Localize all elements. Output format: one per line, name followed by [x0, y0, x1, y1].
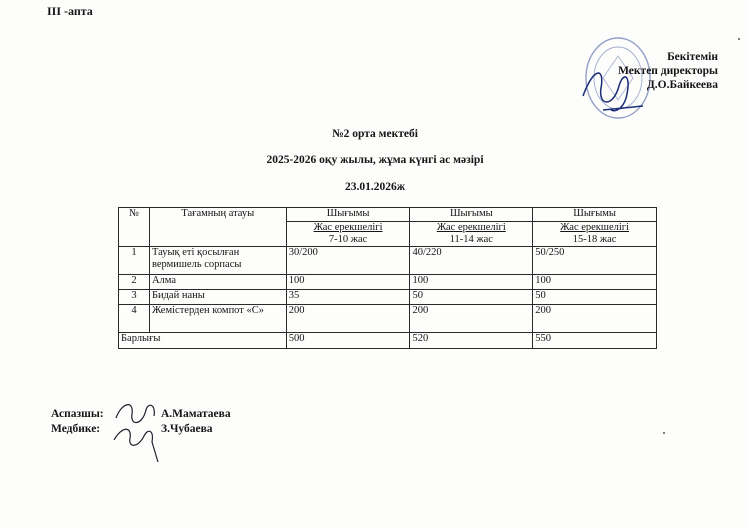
yield-value: 200 — [533, 305, 657, 333]
yield-value: 50 — [533, 290, 657, 305]
total-value: 550 — [533, 333, 657, 349]
yield-value: 200 — [286, 305, 410, 333]
table-header-row — [119, 208, 657, 222]
dish-name: Алма — [149, 275, 286, 290]
yield-value: 50/250 — [533, 247, 657, 275]
yield-value: 100 — [410, 275, 533, 290]
col-yield-header: Шығымы — [410, 208, 533, 222]
approval-block — [618, 50, 718, 92]
age-group-cell — [410, 222, 533, 247]
approval-line: Бекітемін — [667, 51, 718, 63]
table-row — [119, 275, 657, 290]
age-range: 7-10 жас — [328, 234, 368, 245]
school-name: №2 орта мектебі — [332, 128, 418, 140]
cook-label: Аспазшы: — [51, 408, 104, 420]
table-row — [119, 290, 657, 305]
total-value: 520 — [410, 333, 533, 349]
menu-table — [118, 207, 657, 349]
age-group-label: Жас ерекшелігі — [436, 222, 506, 233]
age-range: 15-18 жас — [572, 234, 617, 245]
cook-name: А.Маматаева — [161, 408, 231, 420]
age-group-cell — [533, 222, 657, 247]
col-yield-header: Шығымы — [286, 208, 410, 222]
yield-value: 50 — [410, 290, 533, 305]
yield-value: 200 — [410, 305, 533, 333]
total-value: 500 — [286, 333, 410, 349]
nurse-label: Медбике: — [51, 423, 101, 435]
total-row — [119, 333, 657, 349]
row-number: 4 — [119, 305, 150, 333]
nurse-name: З.Чубаева — [161, 423, 213, 435]
age-range: 11-14 жас — [449, 234, 493, 245]
total-label: Барлығы — [119, 333, 287, 349]
week-label: III -апта — [47, 4, 93, 18]
approval-line: Мектеп директоры — [618, 65, 718, 77]
yield-value: 100 — [533, 275, 657, 290]
yield-value: 100 — [286, 275, 410, 290]
dish-name: Тауық еті қосылған вермишель сорпасы — [149, 247, 286, 275]
age-group-label: Жас ерекшелігі — [560, 222, 630, 233]
scan-speck — [738, 38, 740, 40]
col-yield-header: Шығымы — [533, 208, 657, 222]
row-number: 1 — [119, 247, 150, 275]
col-name-header: Тағамның атауы — [149, 208, 286, 247]
table-row — [119, 247, 657, 275]
yield-value: 35 — [286, 290, 410, 305]
approval-line: Д.О.Байкеева — [646, 79, 718, 91]
age-group-label: Жас ерекшелігі — [313, 222, 383, 233]
dish-name: Бидай наны — [149, 290, 286, 305]
menu-date: 23.01.2026ж — [344, 181, 406, 193]
age-group-cell — [286, 222, 410, 247]
yield-value: 40/220 — [410, 247, 533, 275]
row-number: 3 — [119, 290, 150, 305]
col-num-header: № — [119, 208, 150, 247]
scan-speck — [663, 432, 665, 434]
menu-title: 2025-2026 оқу жылы, жұма күнгі ас мәзірі — [266, 154, 484, 166]
yield-value: 30/200 — [286, 247, 410, 275]
table-row — [119, 305, 657, 333]
dish-name: Жемістерден компот «С» — [149, 305, 286, 333]
row-number: 2 — [119, 275, 150, 290]
